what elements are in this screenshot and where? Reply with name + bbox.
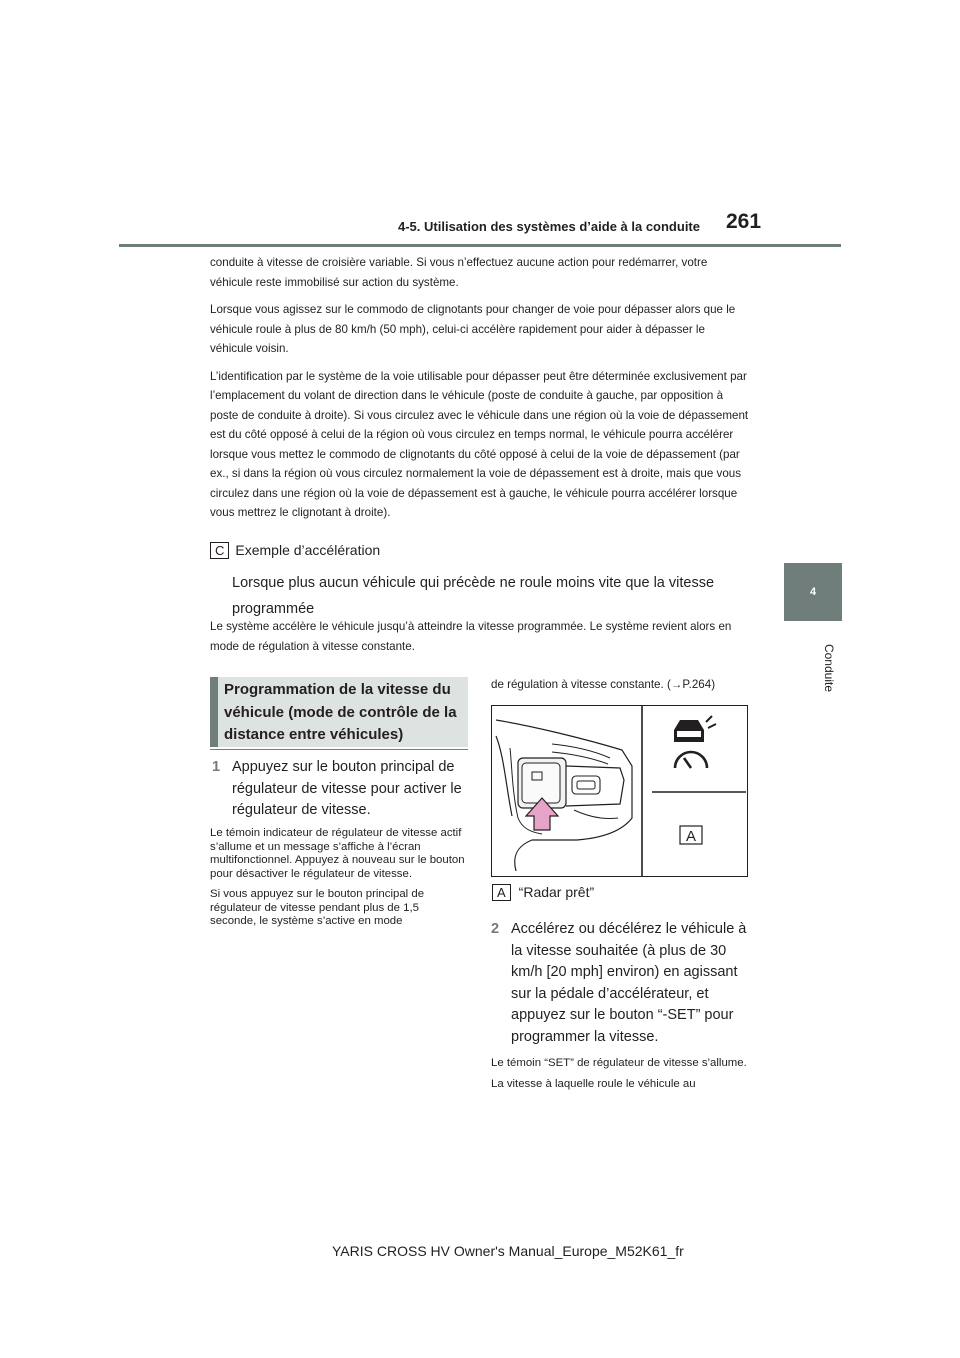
example-heading: Lorsque plus aucun véhicule qui précède ne roule moins vite que la vitesse programmée	[232, 575, 715, 617]
section-heading-bar	[210, 677, 218, 747]
section-divider	[210, 749, 468, 750]
intro-text	[210, 253, 750, 531]
example-badge: C	[210, 542, 229, 559]
header-section-title: 4-5. Utilisation des systèmes d’aide à la conduite	[398, 219, 700, 234]
intro-paragraph: Lorsque vous agissez sur le commodo de clignotants pour changer de voie pour dépasser alors que le véhicule roule à plus de 80 km/h (50 mph), celui-ci accélère rapidement pour aider à dépasser le véhicule voisin.	[210, 303, 736, 355]
section-title: Programmation de la vitesse du véhicule (mode de contrôle de la distance entre véhicules)	[224, 681, 457, 743]
step-note: Le témoin “SET” de régulateur de vitesse s’allume.	[491, 1057, 747, 1069]
step-1-notes	[210, 827, 466, 936]
chapter-tab	[784, 563, 842, 621]
example-body: Le système accélère le véhicule jusqu’à atteindre la vitesse programmée. Le système revient alors en mode de régulation à vitesse constante.	[210, 620, 732, 653]
step-2	[491, 919, 753, 1049]
step-2-notes	[491, 1057, 747, 1098]
example-label: Exemple d’accélération	[235, 542, 381, 558]
step-text: Appuyez sur le bouton principal de régulateur de vitesse pour activer le régulateur de vitesse.	[232, 759, 462, 818]
step-1	[212, 757, 468, 823]
step-note: Si vous appuyez sur le bouton principal de régulateur de vitesse pendant plus de 1,5 seconde, le système s’active en mode	[210, 888, 425, 927]
footer-manual-title: YARIS CROSS HV Owner's Manual_Europe_M52K61_fr	[332, 1243, 684, 1259]
page-number: 261	[726, 210, 762, 233]
caption-badge: A	[492, 884, 511, 901]
step-text: Accélérez ou décélérez le véhicule à la vitesse souhaitée (à plus de 30 km/h [20 mph] environ) en agissant sur la pédale d’accélérateur, et appuyez sur le bouton “-SET” pour programmer la vitesse.	[511, 921, 747, 1045]
chapter-number: 4	[809, 586, 817, 598]
chapter-name: Conduite	[822, 643, 836, 693]
steering-wheel-illustration	[492, 706, 747, 876]
example-label-row	[210, 542, 380, 559]
continued-text: de régulation à vitesse constante. (→P.264)	[491, 678, 716, 691]
step-number: 1	[212, 759, 221, 775]
header-divider	[119, 244, 841, 247]
figure-caption	[492, 884, 594, 901]
figure-callout-a: A	[685, 828, 697, 845]
intro-paragraph: L’identification par le système de la voie utilisable pour dépasser peut être déterminée exclusivement par l’emplacement du volant de direction dans le véhicule (poste de conduite à gauche, par opposition à poste de conduite à droite). Si vous circulez avec le véhicule dans une région où la voie de dépassement est du côté opposé à celui de la région où vous circulez en temps normal, le véhicule pourra accélérer lorsque vous mettez le commodo de clignotants du côté opposé à celui de la voie de dépassement (par ex., si dans la région où vous circulez normalement la voie de dépassement est à droite, mais que vous circulez dans une région où la voie de dépassement est à gauche, le véhicule pourra accélérer lorsque vous mettrez le clignotant à droite).	[210, 369, 749, 519]
steering-switch-figure	[491, 705, 748, 877]
step-note: Le témoin indicateur de régulateur de vitesse actif s’allume et un message s’affiche à l’écran multifonctionnel. Appuyez à nouveau sur le bouton pour désactiver le régulateur de vitesse.	[210, 827, 465, 880]
caption-text: “Radar prêt”	[518, 884, 595, 900]
radar-cruise-icon	[674, 716, 716, 768]
intro-paragraph: conduite à vitesse de croisière variable. Si vous n’effectuez aucune action pour redémarrer, votre véhicule reste immobilisé sur action du système.	[210, 256, 708, 289]
step-note: La vitesse à laquelle roule le véhicule au	[491, 1077, 696, 1090]
step-number: 2	[491, 921, 500, 937]
